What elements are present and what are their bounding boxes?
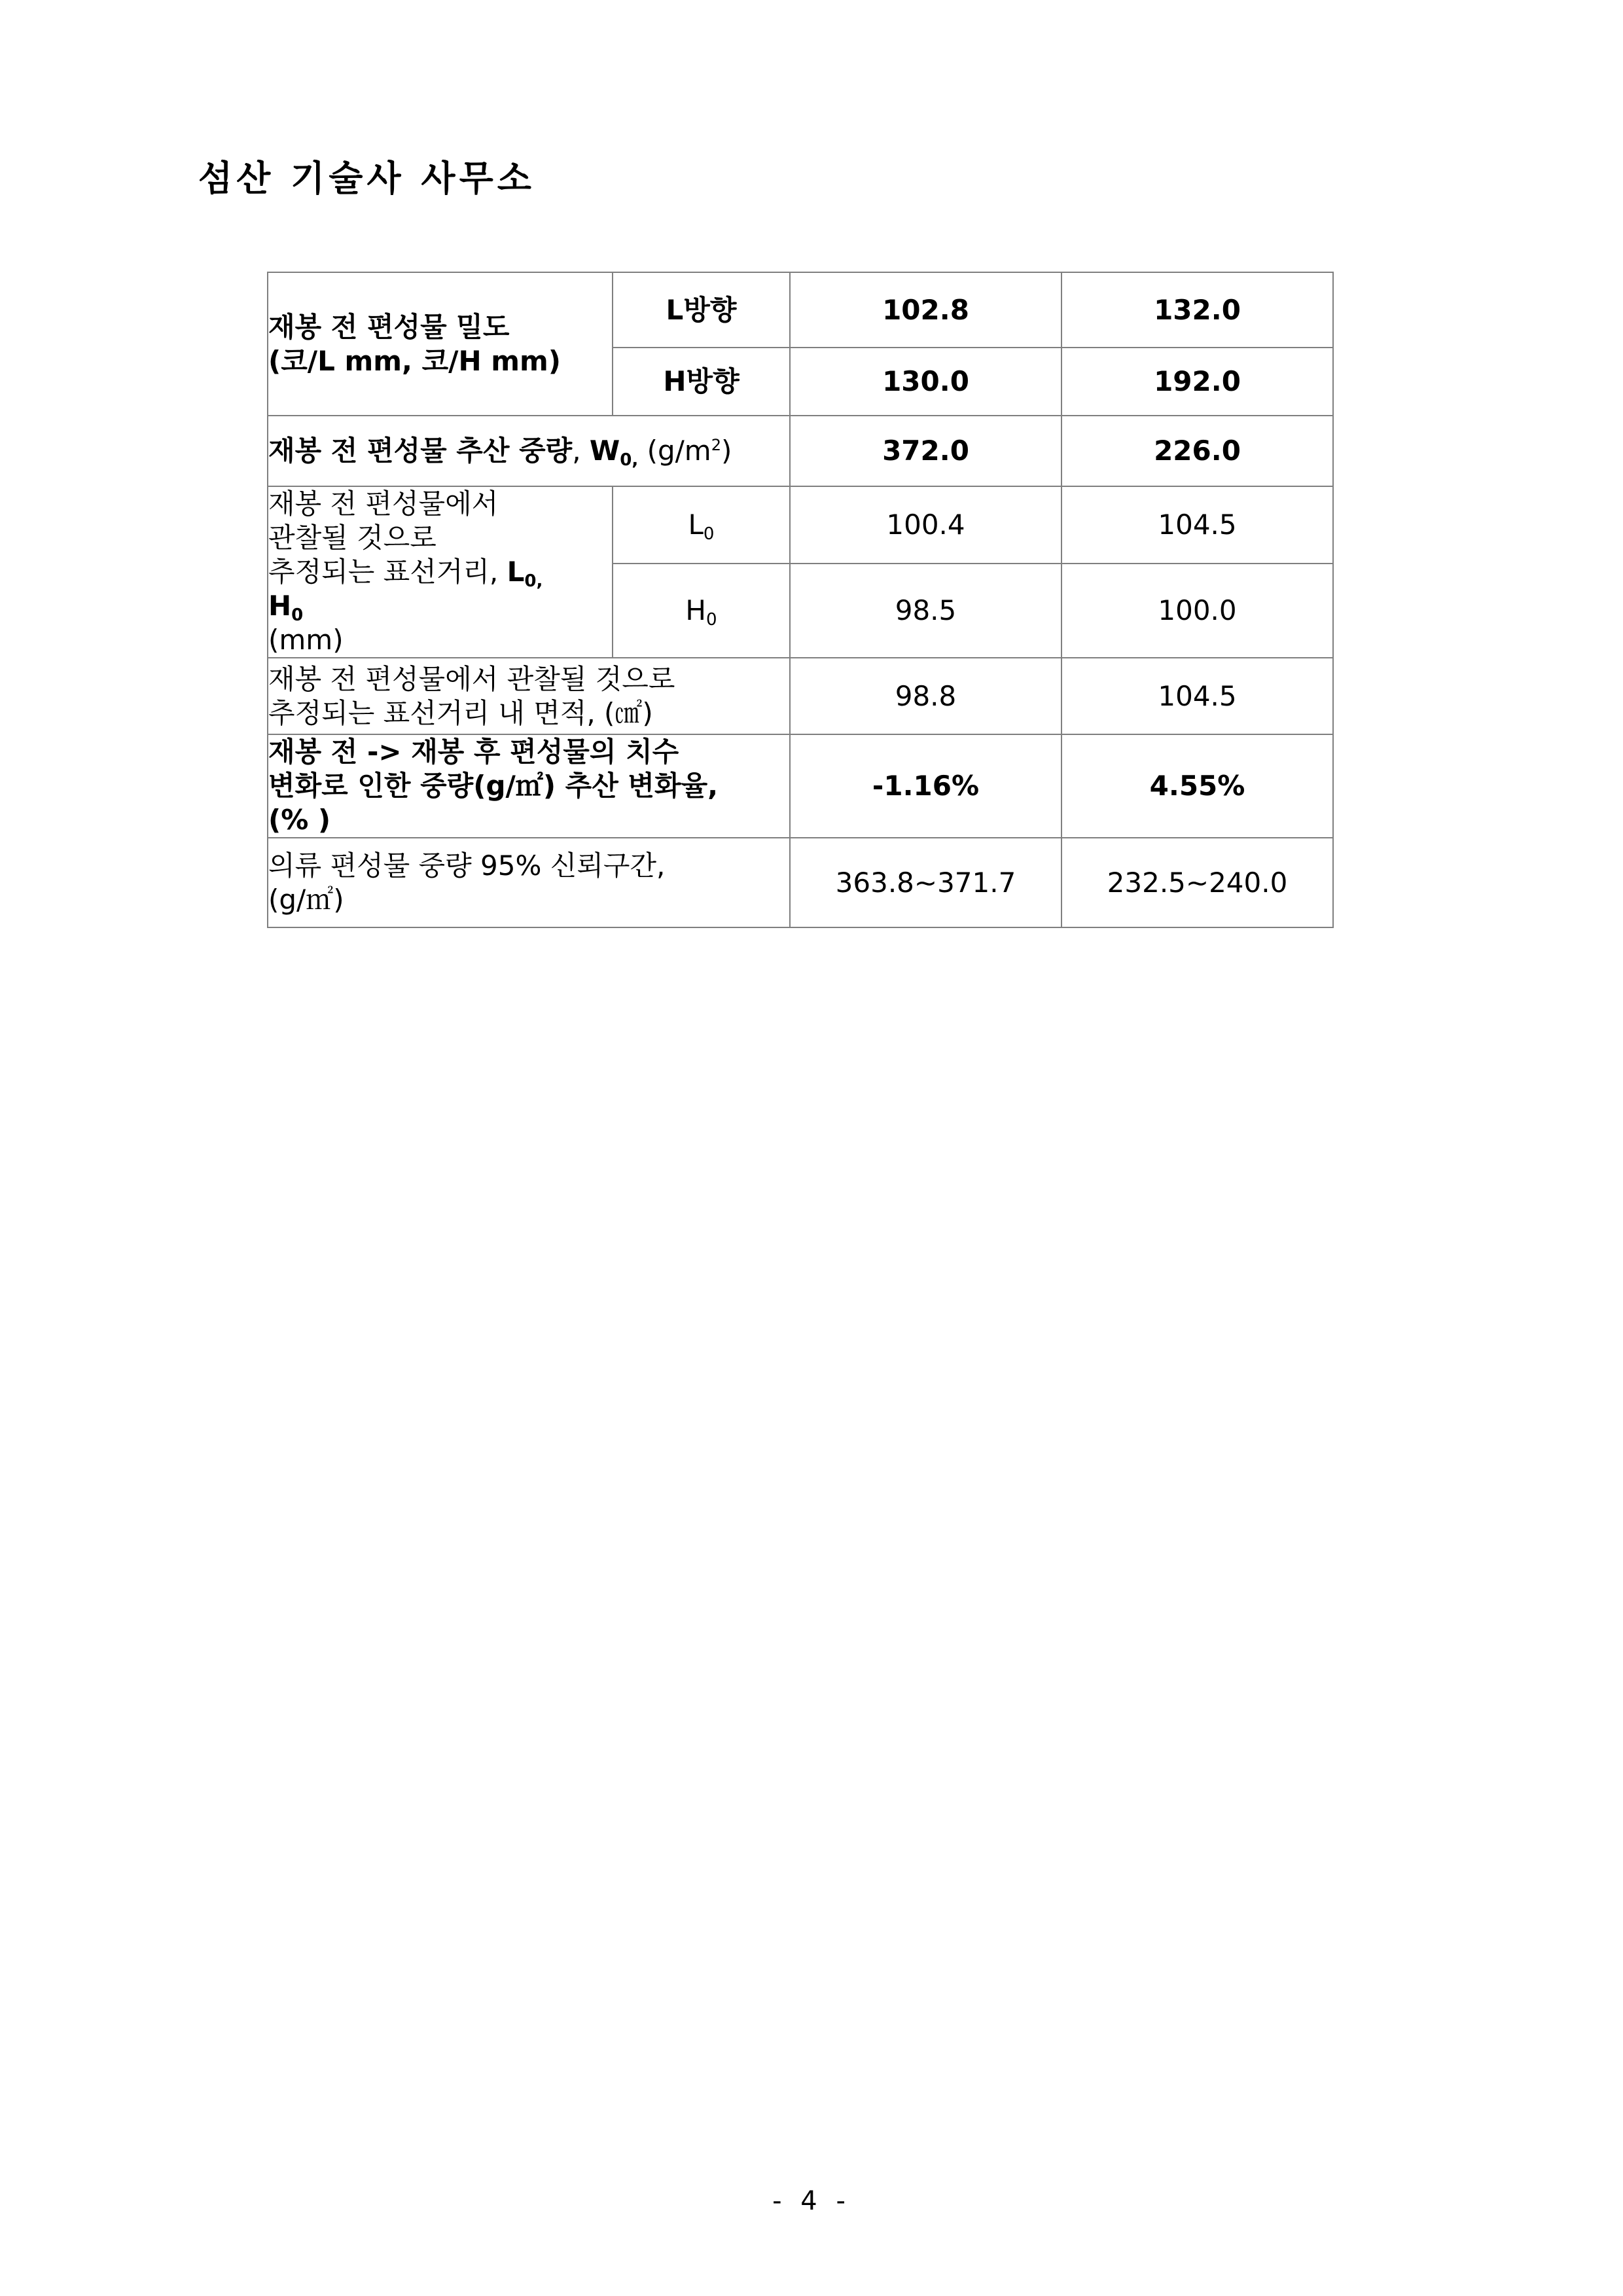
l0-symbol: L <box>688 509 704 541</box>
density-label-line2: (코/L mm, 코/H mm) <box>268 344 562 377</box>
density-h-value-1: 130.0 <box>790 348 1061 416</box>
weight-unit-close: ) <box>721 435 732 467</box>
change-rate-value-2: 4.55% <box>1061 734 1333 838</box>
confidence-label-cell <box>268 838 790 927</box>
table-row <box>268 658 1333 734</box>
gauge-length-label-line5: (mm) <box>268 624 344 656</box>
confidence-label-line2: (g/㎡) <box>268 883 344 916</box>
area-label-cell <box>268 658 790 734</box>
density-l-value-2: 132.0 <box>1061 272 1333 348</box>
confidence-value-1: 363.8~371.7 <box>790 838 1061 927</box>
measurement-table <box>267 272 1334 928</box>
area-value-1: 98.8 <box>790 658 1061 734</box>
change-rate-label-cell <box>268 734 790 838</box>
h0-value-1: 98.5 <box>790 564 1061 658</box>
area-label-line2: 추정되는 표선거리 내 면적, (㎠) <box>268 696 653 729</box>
gauge-length-label-line3-wrap <box>268 555 612 589</box>
gauge-length-label-line4-wrap <box>268 589 612 623</box>
weight-value-1: 372.0 <box>790 416 1061 486</box>
l0-label-cell <box>613 486 790 564</box>
gauge-length-label-line3: 추정되는 표선거리, <box>268 556 499 588</box>
h0-subscript: 0 <box>706 610 717 630</box>
weight-unit: (g/m <box>647 435 711 467</box>
l-direction-label: L방향 <box>613 272 790 348</box>
gauge-length-label-line2: 관찰될 것으로 <box>268 522 437 554</box>
density-label-cell <box>268 272 613 416</box>
gauge-length-label-cell <box>268 486 613 658</box>
change-rate-label-line2: 변화로 인한 중량(g/㎡) 추산 변화율, <box>268 770 719 802</box>
change-rate-value-1: -1.16% <box>790 734 1061 838</box>
density-h-value-2: 192.0 <box>1061 348 1333 416</box>
l0-value-2: 104.5 <box>1061 486 1333 564</box>
gauge-length-label-line1: 재봉 전 편성물에서 <box>268 488 499 520</box>
gauge-length-l-symbol: L <box>507 556 525 588</box>
gauge-length-h-subscript: 0 <box>291 605 304 625</box>
table-row <box>268 272 1333 348</box>
table-row <box>268 734 1333 838</box>
density-l-value-1: 102.8 <box>790 272 1061 348</box>
weight-label-cell: 재봉 전 편성물 추산 중량, $W_{0,}$ $(g/m^2)$ <box>268 416 790 486</box>
h0-value-2: 100.0 <box>1061 564 1333 658</box>
table-row <box>268 486 1333 564</box>
table-row <box>268 838 1333 927</box>
change-rate-label-line1: 재봉 전 -> 재봉 후 편성물의 치수 <box>268 736 679 768</box>
confidence-label-line1: 의류 편성물 중량 95% 신뢰구간, <box>268 849 666 882</box>
h-direction-label: H방향 <box>613 348 790 416</box>
area-label-line1: 재봉 전 편성물에서 관찰될 것으로 <box>268 662 675 695</box>
weight-value-2: 226.0 <box>1061 416 1333 486</box>
gauge-length-h-symbol: H <box>268 590 292 622</box>
h0-symbol: H <box>685 594 707 627</box>
page-header-title: 섬산 기술사 사무소 <box>198 158 535 199</box>
density-label-line1: 재봉 전 편성물 밀도 <box>268 310 510 343</box>
weight-symbol: W <box>589 435 620 467</box>
h0-label-cell <box>613 564 790 658</box>
weight-label-text: 재봉 전 편성물 추산 중량 <box>268 435 573 467</box>
gauge-length-l-subscript: 0, <box>524 571 543 591</box>
weight-unit-superscript: 2 <box>711 436 721 454</box>
l0-subscript: 0 <box>703 524 715 545</box>
area-value-2: 104.5 <box>1061 658 1333 734</box>
change-rate-label-line3: (% ) <box>268 804 331 836</box>
l0-value-1: 100.4 <box>790 486 1061 564</box>
confidence-value-2: 232.5~240.0 <box>1061 838 1333 927</box>
page-number: - 4 - <box>772 2186 851 2216</box>
table-row <box>268 416 1333 486</box>
weight-symbol-subscript: 0, <box>620 450 639 470</box>
